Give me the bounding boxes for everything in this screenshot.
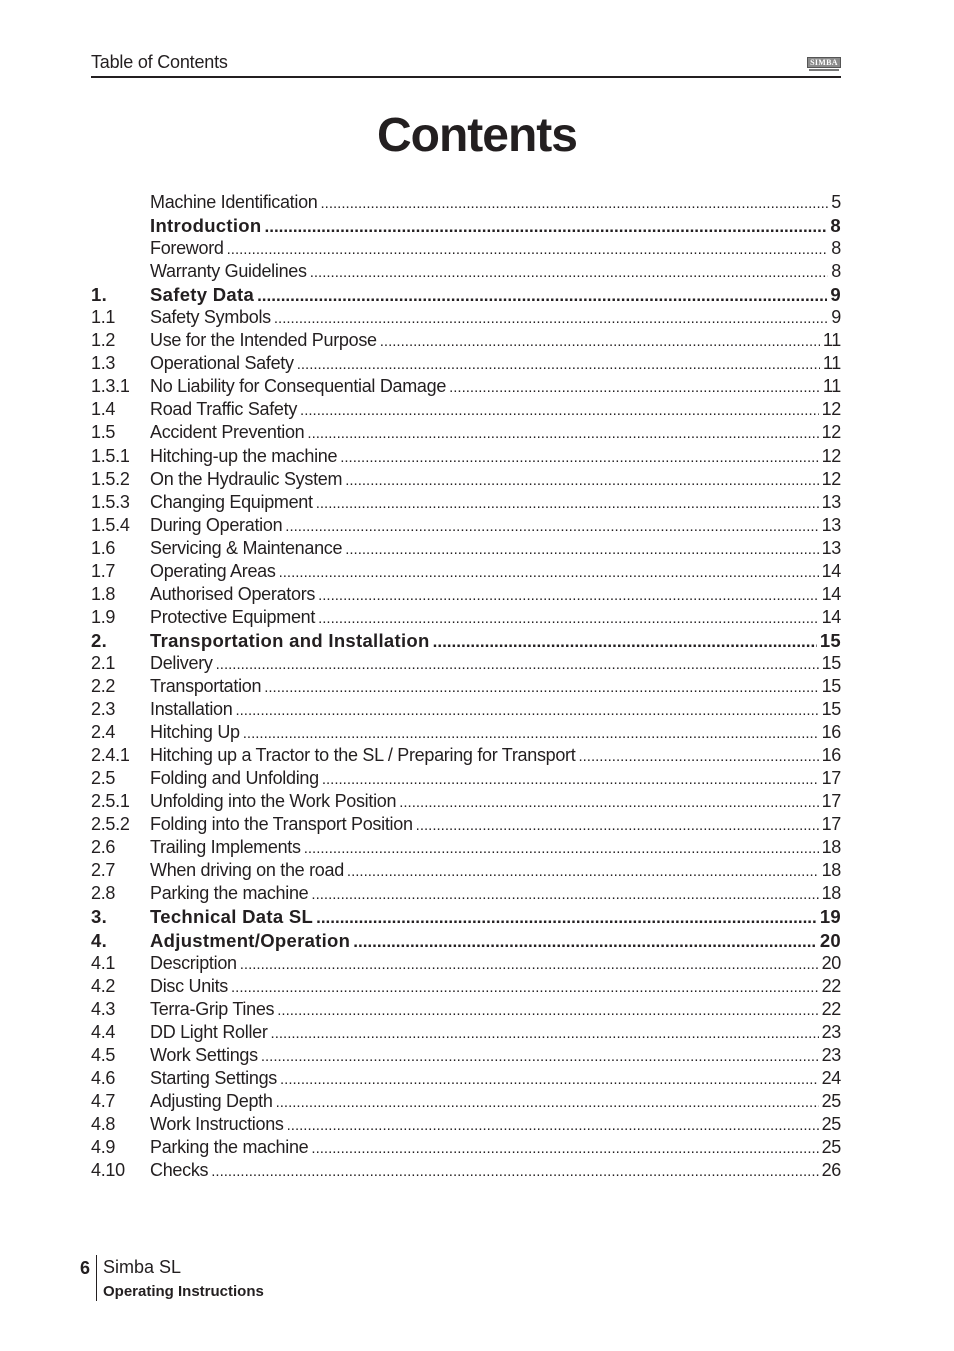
toc-entry-page: 9 [831,307,841,328]
toc-entry[interactable] [91,1113,841,1136]
toc-entry-number: 2.8 [91,883,116,904]
toc-entry[interactable] [91,283,841,306]
toc-entry-page: 17 [821,791,841,812]
header-title: Table of Contents [91,52,228,72]
simba-logo [807,55,841,71]
toc-entry-title: Operating Areas [150,560,276,581]
toc-entry-title: Adjusting Depth [150,1090,273,1111]
toc-entry-number: 2.2 [91,675,116,696]
toc-entry-number: 2.5.2 [91,814,130,835]
product-name: Simba SL [103,1257,182,1277]
document-type: Operating Instructions [103,1283,264,1300]
toc-dot-leader [318,584,818,607]
toc-entry-page: 12 [821,422,841,443]
toc-entry[interactable] [91,629,841,652]
toc-entry[interactable] [91,675,841,698]
toc-entry-page: 13 [821,514,841,535]
toc-entry-page: 11 [822,376,841,397]
toc-entry-page: 15 [821,652,841,673]
toc-entry-title: Adjustment/Operation [150,929,351,951]
toc-entry[interactable] [91,352,841,375]
toc-entry[interactable] [91,952,841,975]
toc-entry[interactable] [91,744,841,767]
toc-entry-number: 4.6 [91,1067,116,1088]
toc-entry-number: 1.5.3 [91,491,130,512]
toc-entry-page: 25 [821,1090,841,1111]
page-number: 6 [80,1258,91,1278]
toc-entry-number: 2. [91,629,108,651]
logo-text: SIMBA [810,58,838,67]
toc-entry-number: 1.5.1 [91,445,130,466]
toc-dot-leader [345,469,818,492]
toc-dot-leader [318,607,818,630]
toc-entry-number: 1.3.1 [91,376,130,397]
toc-dot-leader [287,1114,819,1137]
toc-entry-title: DD Light Roller [150,1021,268,1042]
toc-entry-number: 4.4 [91,1021,116,1042]
toc-entry-title: Safety Symbols [150,307,271,328]
toc-entry-number: 4.7 [91,1090,116,1111]
toc-entry[interactable] [91,237,841,260]
toc-entry[interactable] [91,306,841,329]
toc-entry[interactable] [91,191,841,214]
toc-entry-page: 16 [821,745,841,766]
toc-entry[interactable] [91,1090,841,1113]
toc-dot-leader [300,399,819,422]
toc-entry-page: 18 [821,860,841,881]
toc-entry-number: 4.5 [91,1044,116,1065]
toc-entry-title: Introduction [150,215,262,237]
toc-entry-page: 8 [831,261,841,282]
toc-dot-leader [261,1045,819,1068]
toc-dot-leader [271,1022,819,1045]
toc-dot-leader [227,238,829,261]
toc-dot-leader [264,676,818,699]
toc-entry-number: 1.3 [91,353,116,374]
toc-entry-page: 15 [821,699,841,720]
toc-dot-leader [276,1091,819,1114]
toc-entry-title: Transportation and Installation [150,629,430,651]
toc-dot-leader [340,446,818,469]
toc-entry-title: Road Traffic Safety [150,399,298,420]
toc-entry-page: 17 [821,768,841,789]
toc-entry-page: 16 [821,722,841,743]
toc-entry-page: 11 [822,353,841,374]
toc-entry-number: 1.5.4 [91,514,130,535]
toc-entry-title: Terra-Grip Tines [150,998,275,1019]
toc-dot-leader [231,976,819,999]
toc-entry-title: Description [150,952,237,973]
toc-entry-page: 12 [821,445,841,466]
toc-entry-title: Work Instructions [150,1113,284,1134]
toc-entry[interactable] [91,560,841,583]
toc-entry[interactable] [91,975,841,998]
toc-dot-leader [216,653,819,676]
toc-entry-number: 4. [91,929,108,951]
toc-dot-leader [243,722,819,745]
toc-entry-page: 13 [821,491,841,512]
toc-entry-number: 2.1 [91,652,116,673]
toc-entry-title: Changing Equipment [150,491,313,512]
toc-dot-leader [310,261,829,284]
toc-entry[interactable] [91,790,841,813]
toc-dot-leader [433,630,817,653]
toc-entry-title: Technical Data SL [150,906,314,928]
toc-entry-title: When driving on the road [150,860,344,881]
toc-entry-title: Transportation [150,675,262,696]
toc-entry-page: 14 [821,560,841,581]
toc-entry-title: Folding into the Transport Position [150,814,413,835]
toc-entry-title: Accident Prevention [150,422,305,443]
toc-entry-title: Checks [150,1159,209,1180]
toc-entry-page: 14 [821,606,841,627]
toc-dot-leader [321,192,829,215]
toc-dot-leader [311,883,818,906]
toc-entry[interactable] [91,260,841,283]
toc-dot-leader [380,330,820,353]
toc-dot-leader [347,860,819,883]
toc-entry-page: 20 [819,929,841,951]
toc-entry-number: 2.5.1 [91,791,130,812]
toc-dot-leader [277,999,818,1022]
toc-entry-number: 2.3 [91,699,116,720]
toc-entry-page: 24 [821,1067,841,1088]
toc-entry-title: Trailing Implements [150,837,301,858]
toc-entry-number: 2.4.1 [91,745,130,766]
toc-entry-title: No Liability for Consequential Damage [150,376,447,397]
toc-entry-number: 1.2 [91,330,116,351]
toc-entry-number: 2.7 [91,860,116,881]
toc-dot-leader [211,1160,818,1183]
toc-dot-leader [274,307,828,330]
toc-entry-page: 8 [831,238,841,259]
toc-entry-page: 23 [821,1021,841,1042]
toc-entry-page: 15 [819,629,841,651]
toc-entry-page: 13 [821,537,841,558]
toc-dot-leader [316,906,817,929]
page-title: Contents [377,109,577,162]
toc-entry-title: Parking the machine [150,883,309,904]
toc-entry-page: 26 [821,1159,841,1180]
toc-entry-title: Use for the Intended Purpose [150,330,377,351]
toc-entry[interactable] [91,1021,841,1044]
toc-entry-page: 23 [821,1044,841,1065]
toc-entry-title: Unfolding into the Work Position [150,791,397,812]
toc-entry-title: Hitching Up [150,722,240,743]
toc-dot-leader [578,745,818,768]
toc-entry-number: 2.5 [91,768,116,789]
toc-entry[interactable] [91,767,841,790]
toc-entry-title: Foreword [150,238,224,259]
toc-entry-number: 1.5 [91,422,116,443]
toc-entry-number: 1.9 [91,606,116,627]
toc-entry-page: 11 [822,330,841,351]
toc-entry-title: Safety Data [150,284,255,306]
toc-entry[interactable] [91,1159,841,1182]
toc-entry[interactable] [91,606,841,629]
toc-entry[interactable] [91,998,841,1021]
toc-entry-title: Machine Identification [150,192,318,212]
page-header [91,50,841,78]
toc-entry-title: Authorised Operators [150,583,316,604]
toc-entry[interactable] [91,1067,841,1090]
toc-entry-page: 22 [821,975,841,996]
toc-entry[interactable] [91,445,841,468]
toc-entry-title: Parking the machine [150,1136,309,1157]
toc-dot-leader [322,768,819,791]
toc-dot-leader [416,814,819,837]
toc-entry-number: 4.3 [91,998,116,1019]
toc-entry-page: 20 [821,952,841,973]
toc-entry-page: 18 [821,883,841,904]
toc-entry-title: Hitching-up the machine [150,445,338,466]
toc-entry-title: Starting Settings [150,1067,277,1088]
toc-dot-leader [257,284,827,307]
toc-entry-page: 12 [821,468,841,489]
toc-dot-leader [297,353,820,376]
toc-entry[interactable] [91,537,841,560]
toc-entry-title: Warranty Guidelines [150,261,307,282]
toc-entry[interactable] [91,514,841,537]
footer-divider [96,1255,97,1301]
toc-entry[interactable] [91,468,841,491]
toc-entry-page: 5 [831,192,841,212]
toc-entry-page: 22 [821,998,841,1019]
toc-entry[interactable] [91,1044,841,1067]
toc-entry-number: 1.7 [91,560,116,581]
toc-entry[interactable] [91,421,841,444]
toc-dot-leader [399,791,818,814]
toc-dot-leader [316,492,819,515]
toc-entry-page: 8 [830,215,841,237]
toc-entry-number: 1.5.2 [91,468,130,489]
toc-entry-title: Servicing & Maintenance [150,537,343,558]
toc-entry-number: 1. [91,284,108,306]
toc-entry-page: 15 [821,675,841,696]
toc-entry-number: 1.8 [91,583,116,604]
toc-entry-title: Installation [150,699,233,720]
toc-dot-leader [311,1137,818,1160]
logo-underline [809,69,839,71]
toc-entry[interactable] [91,813,841,836]
toc-entry[interactable] [91,652,841,675]
toc-entry[interactable] [91,882,841,905]
toc-entry[interactable] [91,1136,841,1159]
toc-entry-title: Work Settings [150,1044,258,1065]
toc-dot-leader [279,561,819,584]
toc-entry[interactable] [91,214,841,237]
toc-entry[interactable] [91,491,841,514]
toc-dot-leader [304,837,819,860]
toc-dot-leader [353,930,817,953]
toc-entry-page: 14 [821,583,841,604]
toc-dot-leader [345,538,818,561]
toc-dot-leader [265,215,828,238]
toc-entry-number: 4.9 [91,1136,116,1157]
toc-entry-title: Disc Units [150,975,229,996]
toc-entry-title: Folding and Unfolding [150,768,319,789]
toc-entry-title: On the Hydraulic System [150,468,343,489]
toc-entry-page: 18 [821,837,841,858]
toc-entry-title: During Operation [150,514,283,535]
toc-entry-number: 1.1 [91,307,116,328]
toc-dot-leader [280,1068,819,1091]
toc-entry-page: 9 [830,284,841,306]
toc-entry-number: 1.6 [91,537,116,558]
toc-entry-number: 4.1 [91,952,116,973]
toc-entry-page: 19 [819,906,841,928]
toc-entry-page: 25 [821,1136,841,1157]
toc-entry[interactable] [91,375,841,398]
toc-entry-number: 2.6 [91,837,116,858]
toc-entry-page: 12 [821,399,841,420]
table-of-contents [91,191,841,1182]
toc-entry-title: Protective Equipment [150,606,316,627]
toc-entry-number: 4.2 [91,975,116,996]
toc-entry[interactable] [91,929,841,952]
toc-entry[interactable] [91,329,841,352]
toc-entry-title: Hitching up a Tractor to the SL / Preparing for Transport [150,745,576,766]
toc-entry[interactable] [91,583,841,606]
toc-entry[interactable] [91,836,841,859]
toc-dot-leader [235,699,818,722]
toc-entry-page: 25 [821,1113,841,1134]
toc-entry[interactable] [91,859,841,882]
toc-entry[interactable] [91,721,841,744]
toc-entry-number: 2.4 [91,722,116,743]
toc-entry-number: 1.4 [91,399,116,420]
toc-entry-page: 17 [821,814,841,835]
toc-entry-number: 4.10 [91,1159,125,1180]
toc-entry-number: 3. [91,906,108,928]
toc-dot-leader [285,515,818,538]
toc-dot-leader [449,376,820,399]
toc-entry[interactable] [91,398,841,421]
toc-entry[interactable] [91,905,841,928]
toc-entry[interactable] [91,698,841,721]
toc-entry-title: Delivery [150,652,213,673]
toc-entry-title: Operational Safety [150,353,294,374]
toc-dot-leader [240,953,819,976]
toc-dot-leader [307,422,818,445]
toc-entry-number: 4.8 [91,1113,116,1134]
